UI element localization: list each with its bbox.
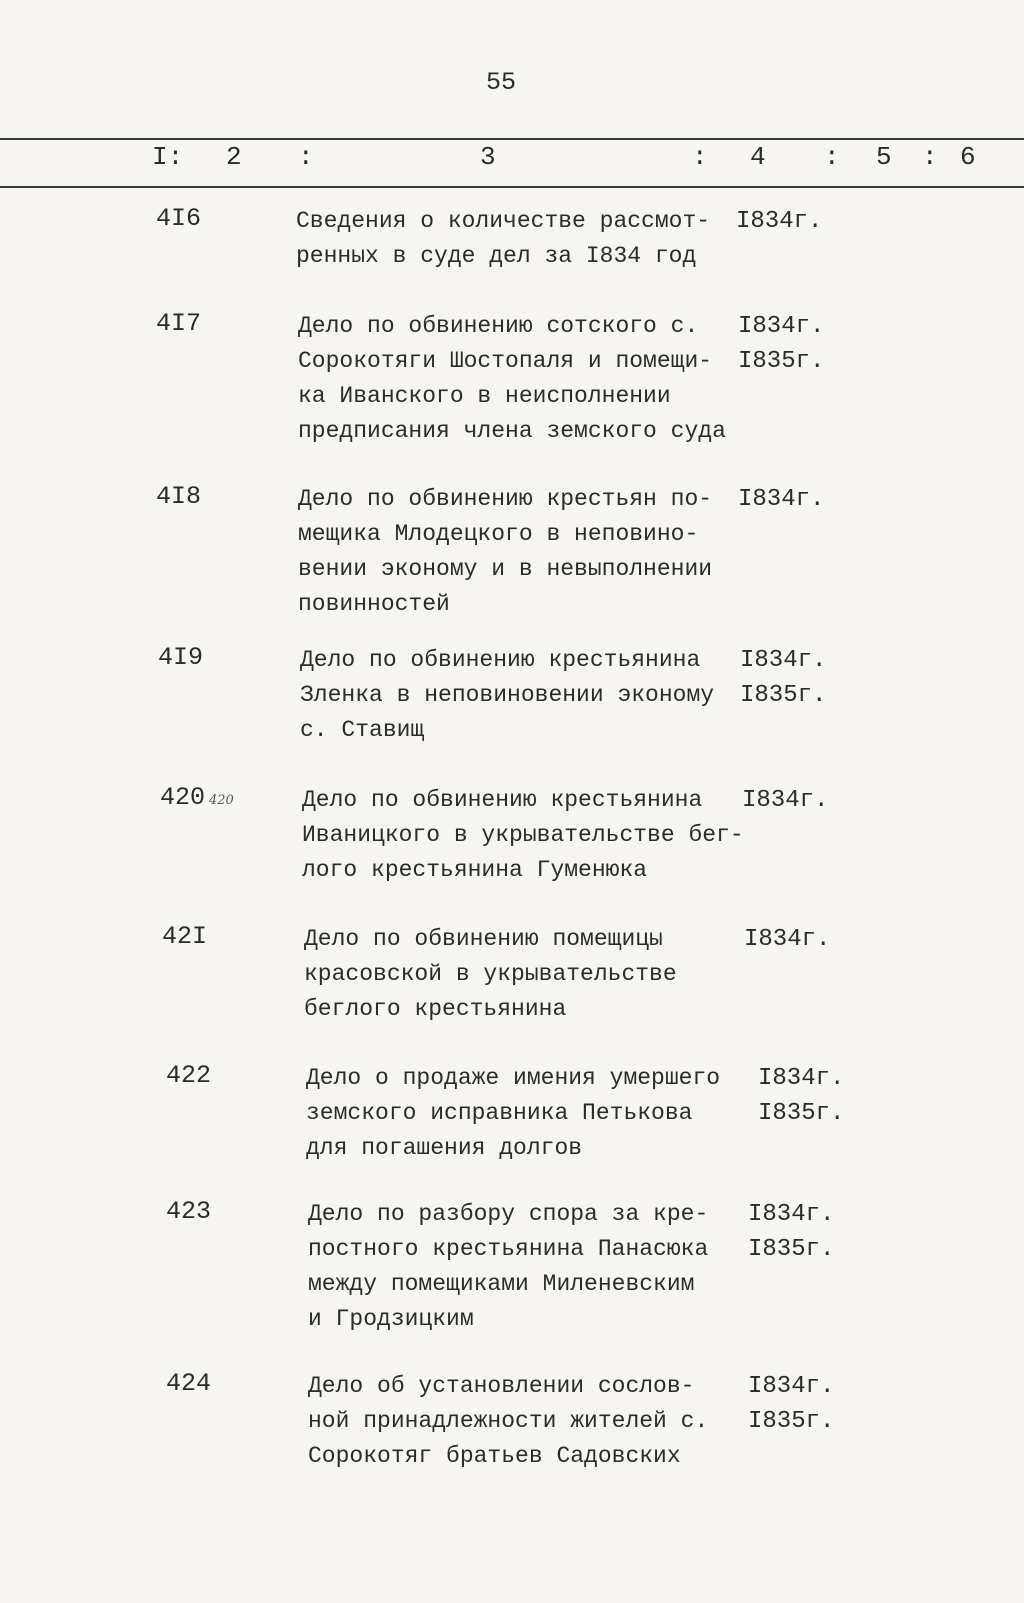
entry-dates: I834г. I835г. (748, 1201, 835, 1263)
entry-description: Дело по обвинению сотского с. Сорокотяги Шостопаля и помещи- ка Иванского в неисполнении предписания члена земского суда (298, 313, 726, 444)
header-col-4: 4 (750, 142, 766, 172)
entry-description: Дело об установлении сослов- ной принадлежности жителей с. Сорокотяг братьев Садовских (308, 1373, 709, 1469)
entry-number: 424 (166, 1369, 212, 1398)
entry-number: 422 (166, 1061, 212, 1090)
entry-description: Дело по разбору спора за кре- постного крестьянина Панасюка между помещиками Миленевским и Гродзицким (308, 1201, 709, 1332)
page-number: 55 (486, 68, 517, 97)
entry-description: Дело о продаже имения умершего земского исправника Петькова для погашения долгов (306, 1065, 721, 1161)
header-col-1: I: (152, 142, 184, 172)
entry-description: Дело по обвинению помещицы красовской в укрывательстве беглого крестьянина (304, 926, 677, 1022)
header-col-6: 6 (960, 142, 976, 172)
header-separator: : (922, 142, 938, 172)
entry-dates: I834г. (738, 486, 825, 513)
entry-number: 420 420 (160, 783, 234, 812)
entry-number: 4I8 (156, 482, 202, 511)
header-col-3: 3 (480, 142, 496, 172)
table-header-rule-bottom (0, 186, 1024, 188)
entry-description: Дело по обвинению крестьянина Зленка в неповиновении эконому с. Ставищ (300, 647, 715, 743)
entry-number: 4I7 (156, 309, 202, 338)
entry-number: 4I6 (156, 204, 202, 233)
entry-dates: I834г. I835г. (748, 1373, 835, 1435)
entry-dates: I834г. I835г. (758, 1065, 845, 1127)
header-col-2: 2 (226, 142, 242, 172)
entry-dates: I834г. (736, 208, 823, 235)
header-separator: : (692, 142, 708, 172)
entry-number: 42I (162, 922, 208, 951)
entry-dates: I834г. I835г. (738, 313, 825, 375)
entry-description: Дело по обвинению крестьянина Иваницкого в укрывательстве бег- лого крестьянина Гуменюка (302, 787, 744, 883)
entry-dates: I834г. (742, 787, 829, 814)
entry-number: 423 (166, 1197, 212, 1226)
entry-description: Сведения о количестве рассмот- ренных в суде дел за I834 год (296, 208, 711, 269)
header-separator: : (824, 142, 840, 172)
entry-description: Дело по обвинению крестьян по- мещика Млодецкого в неповино- вении эконому и в невыполнении повинностей (298, 486, 713, 617)
entry-dates: I834г. I835г. (740, 647, 827, 709)
header-col-5: 5 (876, 142, 892, 172)
table-header-rule-top (0, 138, 1024, 140)
handwritten-note: 420 (209, 793, 234, 808)
header-separator: : (298, 142, 314, 172)
entry-number: 4I9 (158, 643, 204, 672)
entry-dates: I834г. (744, 926, 831, 953)
